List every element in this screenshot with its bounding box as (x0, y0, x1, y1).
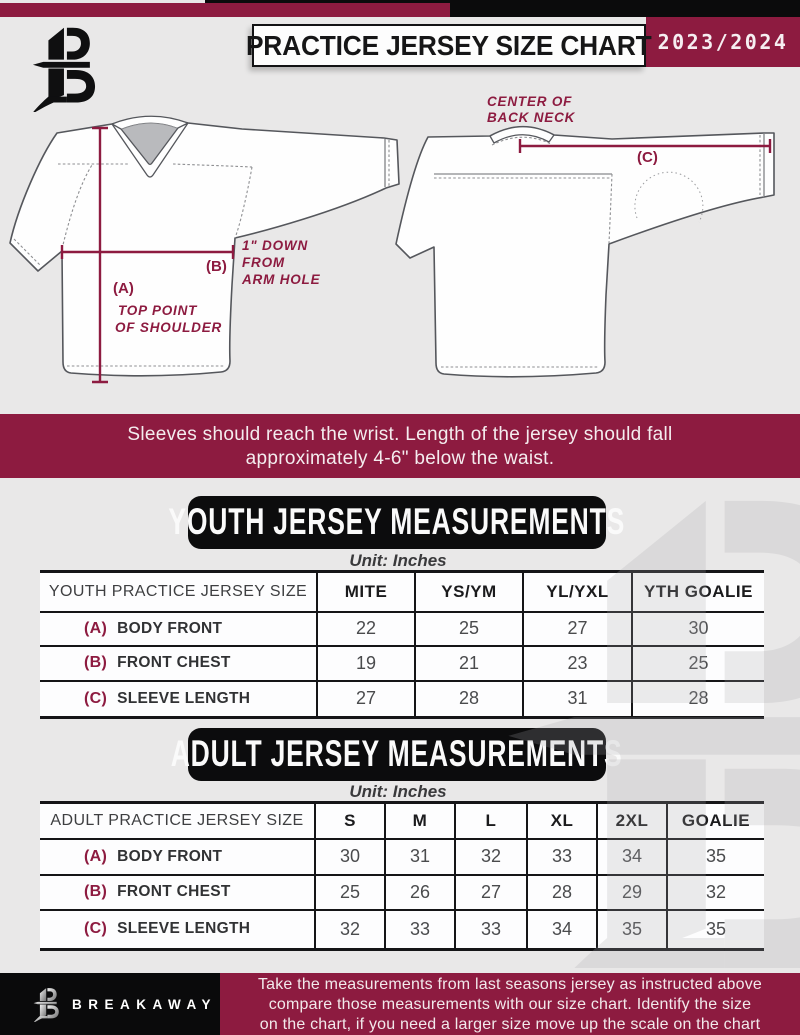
size-value-cell: 25 (632, 646, 764, 681)
season-label: 2023/2024 (657, 30, 789, 54)
youth-size-col-title: YOUTH PRACTICE JERSEY SIZE (48, 582, 308, 600)
size-value-cell: 28 (632, 681, 764, 718)
page-title-box (246, 24, 652, 67)
adult-sleeve-length-row (40, 910, 764, 950)
youth-banner-label: YOUTH JERSEY MEASUREMENTS (168, 501, 626, 543)
adult-banner-label: ADULT JERSEY MEASUREMENTS (171, 733, 623, 775)
size-value-cell: 33 (455, 910, 527, 950)
adult-unit-label: Unit: Inches (349, 782, 447, 801)
jersey-measurement-diagram (0, 95, 800, 415)
breakaway-footer-logo-icon (30, 986, 60, 1022)
youth-header-row (40, 572, 764, 612)
col-ys-ym: YS/YM (415, 572, 523, 612)
size-value-cell: 23 (523, 646, 632, 681)
size-value-cell: 27 (317, 681, 415, 718)
size-value-cell: 28 (415, 681, 523, 718)
brand-name: BREAKAWAY (72, 996, 218, 1012)
label-c-caption-2: BACK NECK (487, 110, 576, 125)
col-yth-goalie: YTH GOALIE (632, 572, 764, 612)
youth-size-table (40, 570, 764, 719)
adult-section-banner (171, 728, 623, 781)
col-mite: MITE (317, 572, 415, 612)
size-value-cell: 32 (455, 839, 527, 875)
size-value-cell: 35 (667, 910, 764, 950)
breakaway-logo-icon (24, 22, 98, 112)
size-value-cell: 31 (523, 681, 632, 718)
label-c-caption-1: CENTER OF (487, 94, 573, 109)
size-value-cell: 29 (597, 875, 667, 910)
label-b: (B) (206, 258, 227, 275)
size-value-cell: 32 (315, 910, 385, 950)
size-value-cell: 25 (415, 612, 523, 646)
col-goalie: GOALIE (667, 803, 764, 839)
fit-notice-line-1: Sleeves should reach the wrist. Length of the jersey should fall (127, 424, 673, 445)
size-value-cell: 34 (527, 910, 597, 950)
size-value-cell: 30 (632, 612, 764, 646)
youth-sleeve-length-row (40, 681, 764, 718)
back-jersey-illustration (396, 94, 774, 377)
col-s: S (315, 803, 385, 839)
size-value-cell: 27 (523, 612, 632, 646)
season-badge (646, 17, 800, 67)
size-value-cell: 32 (667, 875, 764, 910)
footer-instructions (220, 973, 800, 1035)
row-label: (C) SLEEVE LENGTH (40, 910, 315, 950)
youth-unit-label: Unit: Inches (349, 551, 447, 570)
size-value-cell: 28 (527, 875, 597, 910)
adult-front-chest-row (40, 875, 764, 910)
header-maroon-strip (0, 3, 450, 17)
front-jersey-illustration (10, 116, 399, 382)
size-value-cell: 34 (597, 839, 667, 875)
label-b-caption-2: FROM (242, 255, 285, 270)
label-b-caption-1: 1" DOWN (242, 238, 309, 253)
footer-line-2: compare those measurements with our size chart. Identify the size (268, 996, 752, 1013)
label-b-caption-3: ARM HOLE (242, 272, 321, 287)
label-c: (C) (637, 149, 658, 166)
youth-section-banner (168, 496, 626, 549)
adult-size-table (40, 801, 764, 951)
size-value-cell: 35 (597, 910, 667, 950)
size-value-cell: 25 (315, 875, 385, 910)
size-value-cell: 19 (317, 646, 415, 681)
row-label: (A) BODY FRONT (40, 612, 317, 646)
label-a: (A) (113, 280, 134, 297)
size-value-cell: 31 (385, 839, 455, 875)
col-l: L (455, 803, 527, 839)
size-value-cell: 30 (315, 839, 385, 875)
row-label: (A) BODY FRONT (40, 839, 315, 875)
adult-header-row (40, 803, 764, 839)
footer-line-1: Take the measurements from last seasons jersey as instructed above (257, 976, 763, 993)
col-xl: XL (527, 803, 597, 839)
size-value-cell: 33 (385, 910, 455, 950)
col-m: M (385, 803, 455, 839)
label-a-caption-1: TOP POINT (118, 303, 198, 318)
size-value-cell: 21 (415, 646, 523, 681)
adult-body-front-row (40, 839, 764, 875)
size-value-cell: 27 (455, 875, 527, 910)
size-value-cell: 22 (317, 612, 415, 646)
size-value-cell: 26 (385, 875, 455, 910)
youth-body-front-row (40, 612, 764, 646)
row-label: (B) FRONT CHEST (40, 646, 317, 681)
footer-line-3: on the chart, if you need a larger size move up the scale on the chart (259, 1016, 761, 1033)
col-2xl: 2XL (597, 803, 667, 839)
youth-front-chest-row (40, 646, 764, 681)
page-title: PRACTICE JERSEY SIZE CHART (246, 29, 652, 61)
row-label: (B) FRONT CHEST (40, 875, 315, 910)
label-a-caption-2: OF SHOULDER (115, 320, 223, 335)
size-value-cell: 35 (667, 839, 764, 875)
adult-size-col-title: ADULT PRACTICE JERSEY SIZE (50, 811, 304, 829)
col-yl-yxl: YL/YXL (523, 572, 632, 612)
fit-notice-line-2: approximately 4-6" below the waist. (245, 448, 555, 469)
fit-notice-banner (0, 414, 800, 478)
footer-brand-area (0, 973, 220, 1035)
row-label: (C) SLEEVE LENGTH (40, 681, 317, 718)
size-value-cell: 33 (527, 839, 597, 875)
